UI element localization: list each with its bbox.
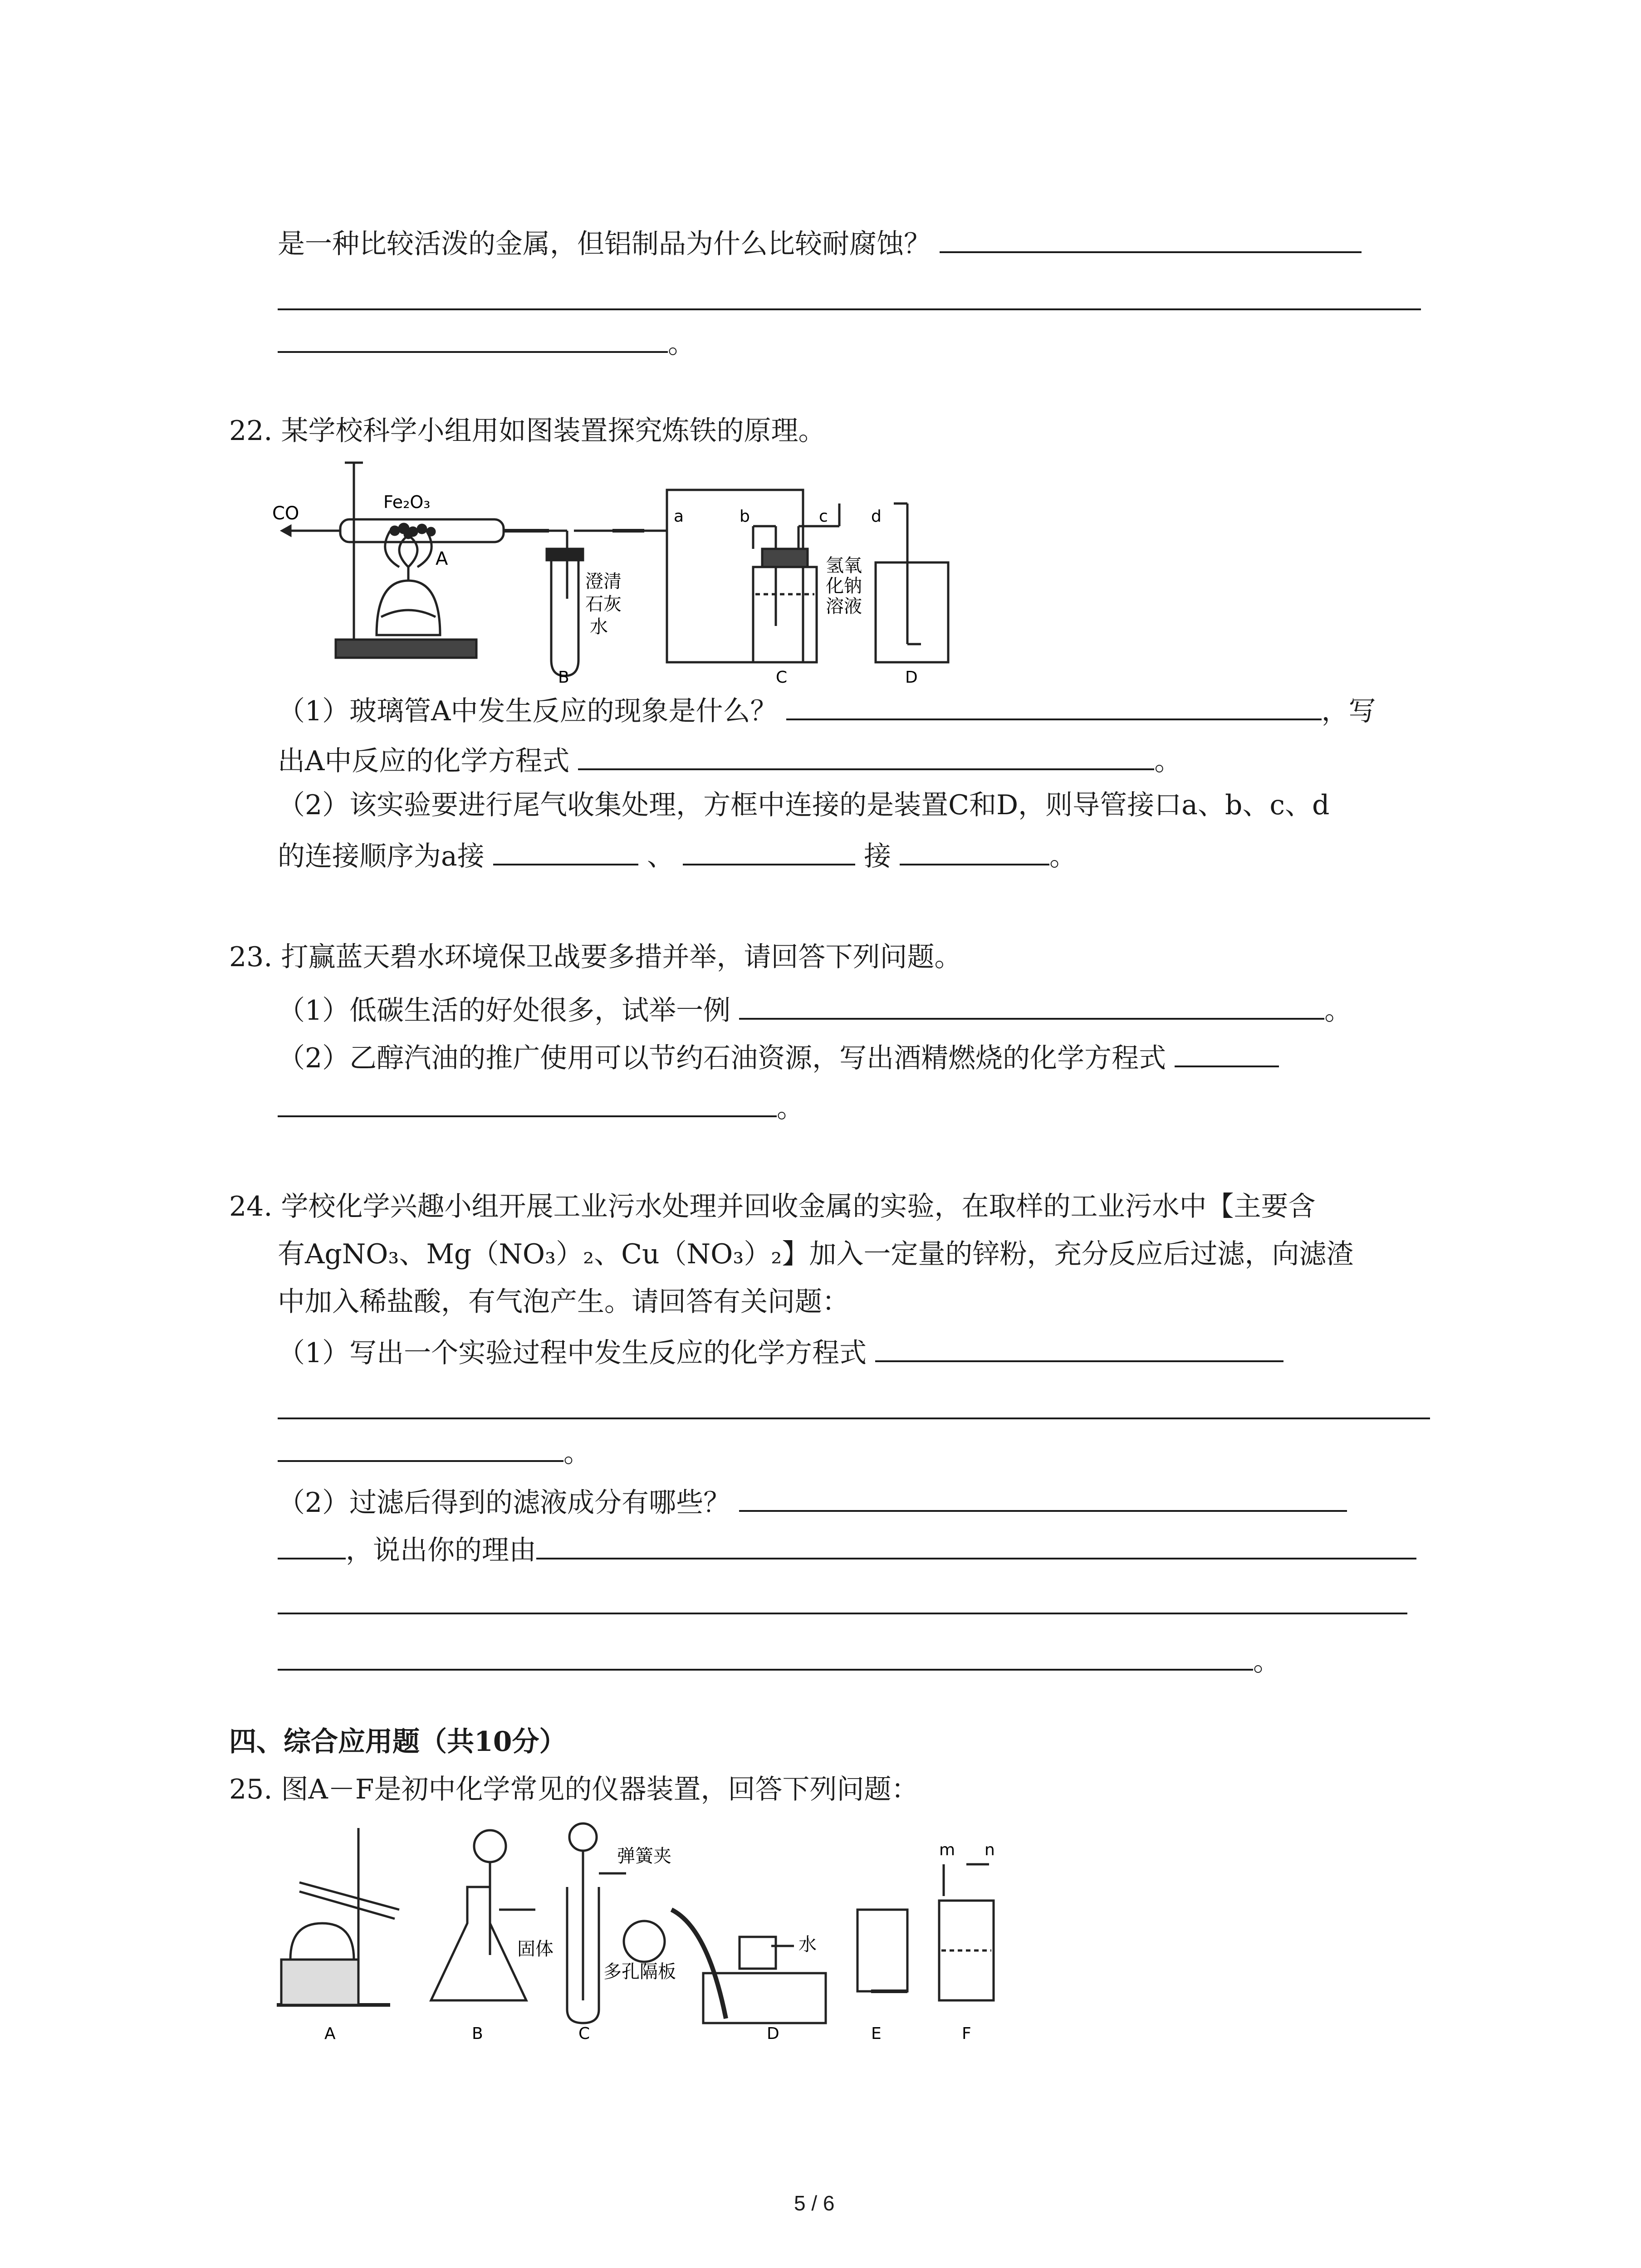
port-c: c xyxy=(819,507,828,526)
label-c: C xyxy=(776,668,788,687)
answer-line[interactable] xyxy=(278,1613,1407,1614)
q24-part1-text: （1）写出一个实验过程中发生反应的化学方程式 xyxy=(278,1337,867,1369)
answer-blank[interactable] xyxy=(940,222,1362,253)
period: 。 xyxy=(1154,745,1182,777)
stand-base xyxy=(336,640,476,658)
naoh-label: 溶液 xyxy=(826,596,862,617)
label-d: D xyxy=(905,668,918,687)
period: 。 xyxy=(1049,841,1077,872)
answer-blank[interactable] xyxy=(278,1640,1253,1671)
q21-text: 是一种比较活泼的金属，但铝制品为什么比较耐腐蚀？ xyxy=(278,228,931,260)
port-n: n xyxy=(985,1841,995,1859)
answer-blank[interactable] xyxy=(900,835,1049,865)
period: 。 xyxy=(1253,1646,1280,1677)
q24-stem-2: 有AgNO₃、Mg（NO₃）₂、Cu（NO₃）₂】加入一定量的锌粉，充分反应后过滤，向滤渣 xyxy=(278,1238,1354,1270)
q24-part2-line4 xyxy=(278,1640,1280,1680)
spring-clip-label: 弹簧夹 xyxy=(617,1846,671,1867)
limewater-label: 水 xyxy=(590,616,608,637)
q22-part1-line2 xyxy=(278,739,1181,779)
answer-blank[interactable] xyxy=(578,739,1154,770)
answer-line[interactable] xyxy=(278,308,1421,310)
answer-blank[interactable] xyxy=(278,322,668,353)
q24-part2 xyxy=(278,1481,1347,1521)
q22-part2-text: 的连接顺序为a接 xyxy=(278,841,485,872)
period: 。 xyxy=(1324,995,1352,1026)
solid-label: 固体 xyxy=(517,1939,554,1960)
q24-part1 xyxy=(278,1331,1283,1371)
port-d: d xyxy=(871,507,882,526)
q22-part2-line2 xyxy=(278,835,1077,875)
period: 。 xyxy=(777,1092,804,1124)
limewater-label: 灰 xyxy=(603,594,622,615)
port-b: b xyxy=(740,507,750,526)
q25-stem: 25. 图A－F是初中化学常见的仪器装置，回答下列问题： xyxy=(229,1774,919,1805)
q24-reason-text: ，说出你的理由 xyxy=(346,1535,536,1566)
answer-blank[interactable] xyxy=(536,1529,1416,1559)
q22-apparatus-figure xyxy=(272,454,980,689)
section-heading: 四、综合应用题（共10分） xyxy=(229,1726,567,1758)
answer-blank[interactable] xyxy=(875,1331,1283,1362)
answer-blank[interactable] xyxy=(683,835,855,865)
q24-part2-line2 xyxy=(278,1529,1416,1569)
q22-part2-line1: （2）该实验要进行尾气收集处理，方框中连接的是装置C和D，则导管接口a、b、c、d xyxy=(278,789,1330,821)
answer-blank[interactable] xyxy=(739,989,1324,1020)
q22-part1-text: （1）玻璃管A中发生反应的现象是什么？ xyxy=(278,695,778,727)
q23-part1-text: （1）低碳生活的好处很多，试举一例 xyxy=(278,995,731,1026)
limewater-label: 清 xyxy=(603,571,622,592)
co-label: CO xyxy=(272,503,299,524)
page-number: 5 / 6 xyxy=(794,2191,835,2215)
q23-part1 xyxy=(278,989,1352,1029)
suffix: ，写 xyxy=(1321,695,1376,727)
q23-part2-text: （2）乙醇汽油的推广使用可以节约石油资源，写出酒精燃烧的化学方程式 xyxy=(278,1042,1166,1074)
q24-stem-3: 中加入稀盐酸，有气泡产生。请回答有关问题： xyxy=(278,1286,849,1318)
bottle-e xyxy=(857,1910,907,1991)
q23-part2-line2 xyxy=(278,1086,804,1126)
period: 。 xyxy=(563,1437,591,1469)
fe2o3-label: Fe₂O₃ xyxy=(383,492,431,512)
label-b: B xyxy=(472,2024,483,2043)
q21-line1 xyxy=(278,222,1362,262)
q22-stem: 22. 某学校科学小组用如图装置探究炼铁的原理。 xyxy=(229,415,826,447)
period: 。 xyxy=(668,328,695,360)
q24-part1-line3 xyxy=(278,1431,591,1471)
label-d: D xyxy=(767,2024,779,2043)
answer-blank[interactable] xyxy=(278,1529,346,1559)
beaker-d xyxy=(876,562,948,662)
label-a: A xyxy=(324,2024,336,2043)
answer-blank[interactable] xyxy=(1175,1036,1279,1067)
label-e: E xyxy=(871,2024,882,2043)
connection-box xyxy=(667,490,803,662)
q23-stem: 23. 打赢蓝天碧水环境保卫战要多措并举，请回答下列问题。 xyxy=(229,941,962,973)
answer-blank[interactable] xyxy=(493,835,638,865)
q23-part2 xyxy=(278,1036,1279,1076)
q21-line3 xyxy=(278,322,695,362)
answer-blank[interactable] xyxy=(786,689,1322,720)
q22-part1-line1 xyxy=(278,689,1376,729)
q24-part2-text: （2）过滤后得到的滤液成分有哪些？ xyxy=(278,1487,731,1519)
answer-line[interactable] xyxy=(278,1418,1430,1419)
conical-flask-b xyxy=(431,1887,526,2000)
q22-part1-text: 出A中反应的化学方程式 xyxy=(278,745,570,777)
naoh-label: 化钠 xyxy=(826,576,862,596)
port-a: a xyxy=(674,507,684,526)
label-b: B xyxy=(558,668,569,687)
answer-blank[interactable] xyxy=(278,1431,563,1462)
port-m: m xyxy=(939,1841,955,1859)
limewater-label: 澄 xyxy=(585,571,603,592)
porous-plate-label: 多孔隔板 xyxy=(603,1961,676,1982)
test-tube-b xyxy=(551,556,578,676)
water-label: 水 xyxy=(798,1934,817,1955)
label-a: A xyxy=(436,548,448,569)
answer-blank[interactable] xyxy=(278,1086,777,1117)
alcohol-lamp xyxy=(377,581,440,635)
q24-stem-1: 24. 学校化学兴趣小组开展工业污水处理并回收金属的实验，在取样的工业污水中【主要含 xyxy=(229,1191,1316,1222)
q25-apparatus-figure xyxy=(272,1819,1025,2046)
limewater-label: 石 xyxy=(585,594,603,615)
answer-blank[interactable] xyxy=(739,1481,1347,1512)
naoh-label: 氢氧 xyxy=(826,555,862,576)
label-f: F xyxy=(962,2024,971,2043)
wash-bottle-c xyxy=(753,567,817,662)
label-c: C xyxy=(578,2024,590,2043)
separator: 、 xyxy=(647,841,674,872)
connector-text: 接 xyxy=(864,841,892,872)
